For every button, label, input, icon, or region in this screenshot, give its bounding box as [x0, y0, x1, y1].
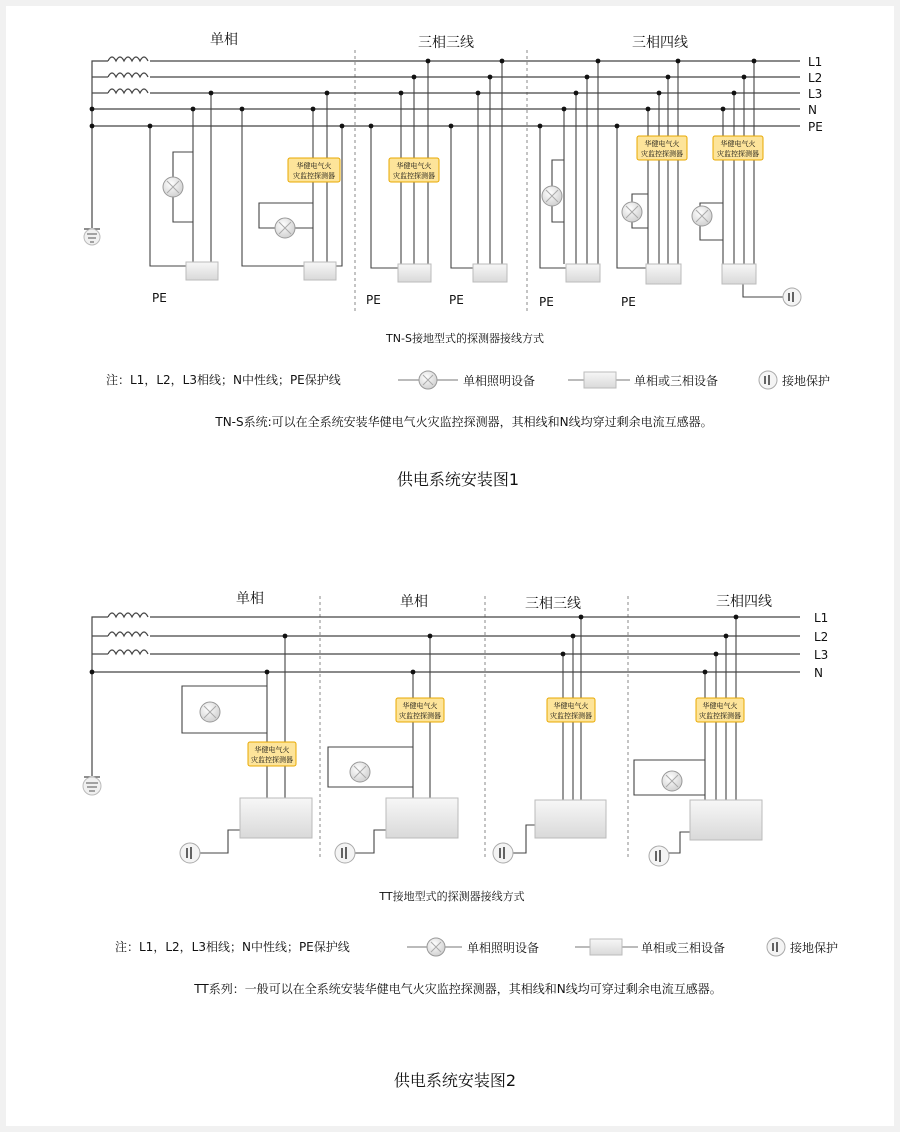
fig1-label-l3: L3: [808, 87, 823, 101]
fig2-label-l3: L3: [814, 648, 829, 662]
svg-text:灾监控探测器: 灾监控探测器: [251, 756, 293, 764]
lamp-icon: [200, 702, 220, 722]
detector-box: [637, 136, 687, 160]
ground-icon: [335, 843, 355, 863]
detector-box: [696, 698, 744, 722]
fig2-grounds: [180, 843, 669, 866]
legend-lamp: 单相照明设备: [463, 374, 536, 388]
fig1-legend: [106, 371, 830, 389]
svg-text:灾监控探测器: 灾监控探测器: [699, 712, 741, 720]
fig2-caption: 供电系统安装图2: [393, 1071, 517, 1090]
legend-equipment: 单相或三相设备: [634, 374, 719, 388]
fig1-label-pe: PE: [808, 120, 823, 134]
fig2-junction-dots: [90, 615, 739, 675]
figure-2: [83, 590, 838, 1090]
fig1-section-three-phase-four-wire: 三相四线: [632, 35, 688, 51]
ground-icon: [493, 843, 513, 863]
fig1-transformer-ground-icon: [84, 229, 100, 245]
ground-icon: [767, 938, 785, 956]
legend-equipment: 单相或三相设备: [641, 941, 726, 955]
fig1-bus-lines: [92, 57, 800, 228]
fig2-transformer-ground-icon: [83, 777, 101, 795]
legend-lamp: 单相照明设备: [467, 941, 540, 955]
pe-label: PE: [152, 291, 167, 305]
fig2-equipment: [240, 798, 762, 840]
ground-icon: [783, 288, 801, 306]
detector-box: [248, 742, 296, 766]
legend-note: 注：L1，L2，L3相线；N中性线；PE保护线: [115, 940, 350, 954]
fig2-label-n: N: [814, 666, 823, 680]
detector-box: [547, 698, 595, 722]
fig1-description: TN-S系统:可以在全系统安装华健电气火灾监控探测器，其相线和N线均穿过剩余电流互感器。: [215, 415, 713, 429]
pe-label: PE: [621, 295, 636, 309]
lamp-icon: [542, 186, 562, 206]
fig2-section-single-phase: 单相: [400, 594, 428, 610]
svg-text:华健电气火: 华健电气火: [402, 702, 438, 710]
legend-ground: 接地保护: [782, 374, 831, 388]
lamp-icon: [622, 202, 642, 222]
equipment-icon: [584, 372, 616, 388]
fig1-caption: 供电系统安装图1: [396, 470, 520, 489]
lamp-icon: [163, 177, 183, 197]
detector-box: [396, 698, 444, 722]
lamp-icon: [419, 371, 437, 389]
svg-text:华健电气火: 华健电气火: [553, 702, 589, 710]
fig1-label-l1: L1: [808, 55, 823, 69]
equipment-icon: [590, 939, 622, 955]
pe-label: PE: [539, 295, 554, 309]
lamp-icon: [275, 218, 295, 238]
lamp-icon: [662, 771, 682, 791]
svg-text:灾监控探测器: 灾监控探测器: [550, 712, 592, 720]
ground-icon: [649, 846, 669, 866]
fig2-section-three-phase-three-wire: 三相三线: [525, 596, 581, 612]
detector-box: [288, 158, 340, 182]
svg-text:华健电气火: 华健电气火: [644, 140, 680, 148]
lamp-icon: [427, 938, 445, 956]
fig1-section-single-phase: 单相: [210, 32, 238, 48]
svg-text:华健电气火: 华健电气火: [296, 162, 332, 170]
fig2-legend: [115, 938, 838, 956]
fig1-lamps: [163, 177, 712, 238]
svg-text:灾监控探测器: 灾监控探测器: [393, 172, 435, 180]
lamp-icon: [692, 206, 712, 226]
detector-box: [713, 136, 763, 160]
svg-text:灾监控探测器: 灾监控探测器: [399, 712, 441, 720]
fig2-label-l2: L2: [814, 630, 829, 644]
svg-text:灾监控探测器: 灾监控探测器: [717, 150, 759, 158]
fig1-section-three-phase-three-wire: 三相三线: [418, 35, 474, 51]
svg-text:灾监控探测器: 灾监控探测器: [293, 172, 335, 180]
ground-icon: [759, 371, 777, 389]
legend-note: 注：L1，L2，L3相线；N中性线；PE保护线: [106, 373, 341, 387]
fig1-wires: [150, 61, 784, 297]
svg-text:华健电气火: 华健电气火: [396, 162, 432, 170]
lamp-icon: [350, 762, 370, 782]
pe-label: PE: [449, 293, 464, 307]
fig2-label-l1: L1: [814, 611, 829, 625]
svg-text:灾监控探测器: 灾监控探测器: [641, 150, 683, 158]
fig1-label-l2: L2: [808, 71, 823, 85]
fig2-bus-lines: [92, 613, 800, 776]
detector-box: [389, 158, 439, 182]
figure-1: [84, 31, 830, 489]
svg-text:华健电气火: 华健电气火: [720, 140, 756, 148]
fig1-equipment: [186, 262, 756, 284]
fig2-subtitle: TT接地型式的探测器接线方式: [379, 890, 525, 903]
fig1-subtitle: TN-S接地型式的探测器接线方式: [386, 332, 544, 345]
pe-label: PE: [366, 293, 381, 307]
fig2-section-three-phase-four-wire: 三相四线: [716, 594, 772, 610]
fig2-section-single-phase: 单相: [236, 591, 264, 607]
ground-icon: [180, 843, 200, 863]
legend-ground: 接地保护: [790, 941, 839, 955]
fig2-description: TT系列：一般可以在全系统安装华健电气火灾监控探测器，其相线和N线均可穿过剩余电流互感器。: [194, 982, 722, 996]
fig1-label-n: N: [808, 103, 817, 117]
svg-text:华健电气火: 华健电气火: [702, 702, 738, 710]
svg-text:华健电气火: 华健电气火: [254, 746, 290, 754]
